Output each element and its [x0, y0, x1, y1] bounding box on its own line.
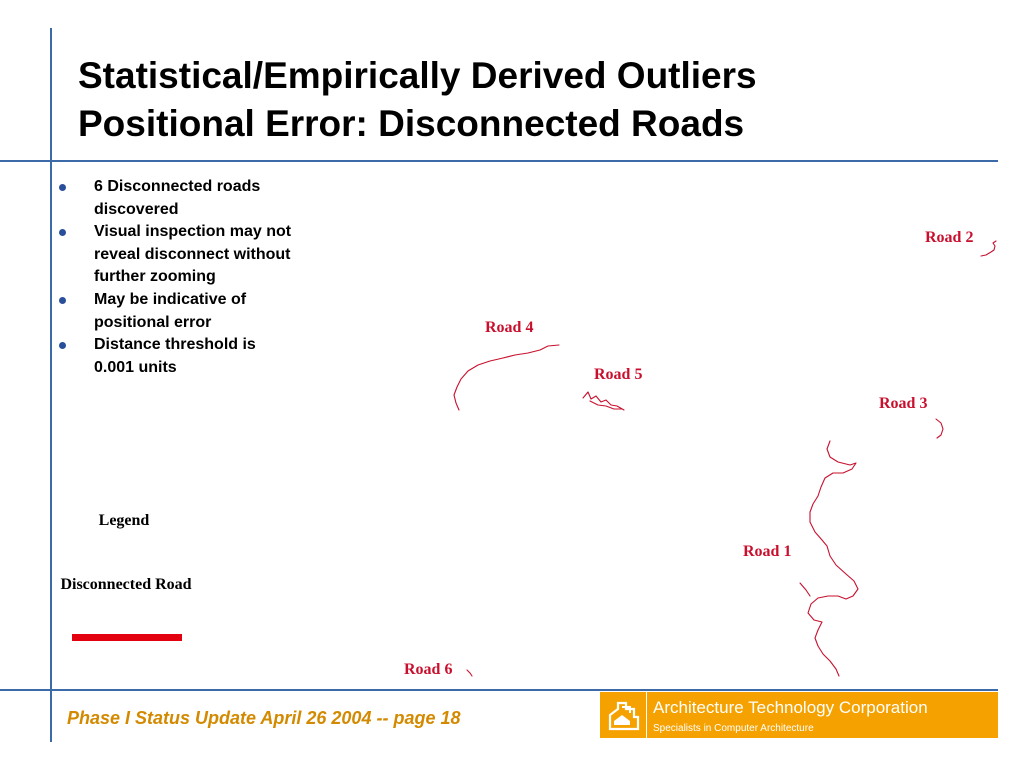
road-2-line — [981, 241, 996, 256]
road-1-line — [800, 441, 858, 676]
road-5-line — [583, 392, 624, 410]
road-3-label: Road 3 — [879, 395, 928, 412]
company-tagline: Specialists in Computer Architecture — [653, 723, 814, 734]
road-5-label: Road 5 — [594, 366, 643, 383]
title-line-2: Positional Error: Disconnected Roads — [78, 103, 745, 144]
logo-separator — [646, 692, 647, 738]
atc-logo-icon — [604, 695, 644, 735]
footer-text: Phase I Status Update April 26 2004 -- page 18 — [67, 708, 461, 728]
road-4-label: Road 4 — [485, 319, 534, 336]
road-6-label: Road 6 — [404, 661, 453, 678]
company-name: Architecture Technology Corporation — [653, 698, 928, 717]
bullet-text: May be indicative of positional error — [94, 290, 247, 331]
road-1-label: Road 1 — [743, 543, 792, 560]
road-2-label: Road 2 — [925, 229, 974, 246]
road-3-line — [936, 419, 943, 438]
legend-item-label: Disconnected Road — [60, 576, 192, 593]
bullet-text: 6 Disconnected roads discovered — [94, 178, 261, 218]
road-4-line — [454, 345, 559, 410]
title-line-1: Statistical/Empirically Derived Outliers — [78, 55, 757, 96]
legend-title: Legend — [98, 512, 150, 529]
bullet-text: Visual inspection may not reveal disconnect without further zooming — [94, 223, 292, 286]
bullet-text: Distance threshold is 0.001 units — [94, 336, 256, 376]
road-6-line — [467, 670, 472, 676]
